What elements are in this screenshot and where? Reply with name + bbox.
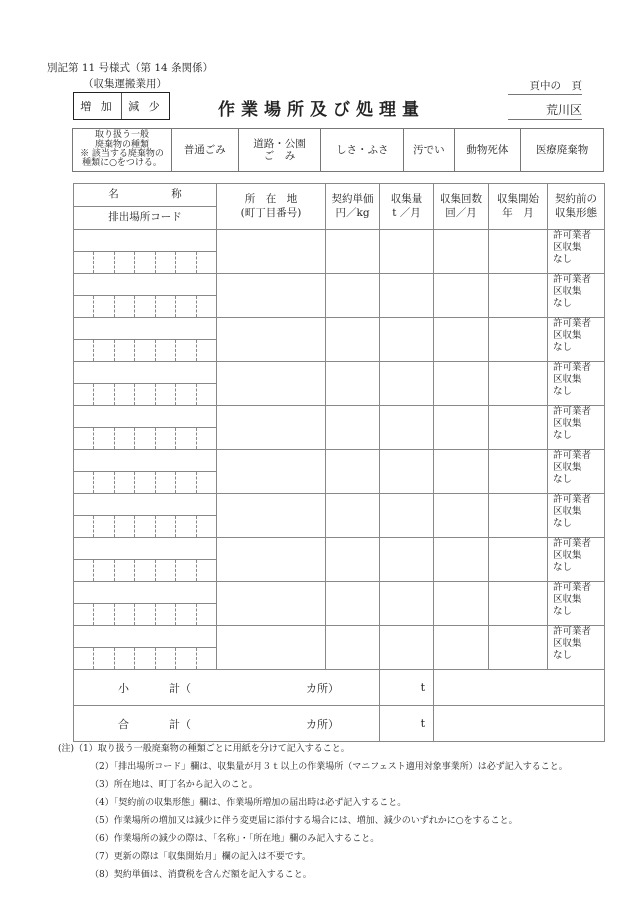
code-digit-box[interactable]: [74, 648, 94, 669]
amount-cell[interactable]: [380, 318, 434, 362]
amount-cell[interactable]: [380, 626, 434, 670]
prev-form-cell[interactable]: 許可業者 区収集 なし: [548, 582, 605, 626]
code-digit-box[interactable]: [156, 384, 176, 405]
table-row: [74, 626, 605, 648]
decrease-option[interactable]: 減 少: [128, 100, 163, 113]
location-cell[interactable]: [217, 230, 326, 274]
location-cell[interactable]: [217, 582, 326, 626]
location-cell[interactable]: [217, 538, 326, 582]
prev-form-cell[interactable]: 許可業者 区収集 なし: [548, 626, 605, 670]
page-number-field[interactable]: 頁中の 頁: [508, 78, 582, 95]
table-row: [74, 318, 605, 340]
code-digit-box[interactable]: [176, 340, 196, 361]
code-cell[interactable]: [74, 340, 217, 362]
table-row: [74, 538, 605, 560]
unit-price-cell[interactable]: [326, 626, 380, 670]
code-digit-box[interactable]: [156, 296, 176, 317]
form-subtitle: （収集運搬業用）: [83, 78, 167, 90]
prev-form-cell[interactable]: 許可業者 区収集 なし: [548, 362, 605, 406]
code-digit-box[interactable]: [176, 384, 196, 405]
prev-form-cell[interactable]: 許可業者 区収集 なし: [548, 538, 605, 582]
frequency-cell[interactable]: [434, 450, 489, 494]
code-digit-box[interactable]: [74, 472, 94, 493]
code-digit-box[interactable]: [115, 252, 135, 273]
code-digit-box[interactable]: [156, 428, 176, 449]
code-digit-box[interactable]: [94, 340, 114, 361]
code-digit-box[interactable]: [94, 560, 114, 581]
code-digit-box[interactable]: [94, 648, 114, 669]
prev-form-cell[interactable]: 許可業者 区収集 なし: [548, 318, 605, 362]
code-digit-box[interactable]: [176, 428, 196, 449]
waste-type-option[interactable]: 普通ごみ: [172, 129, 239, 172]
code-digit-box[interactable]: [74, 560, 94, 581]
code-digit-box[interactable]: [197, 428, 216, 449]
note-item: （8）契約単価は、消費税を含んだ額を記入すること。: [90, 870, 312, 880]
code-digit-box[interactable]: [156, 516, 176, 537]
code-digit-box[interactable]: [197, 648, 216, 669]
code-digit-box[interactable]: [197, 604, 216, 625]
code-digit-box[interactable]: [176, 296, 196, 317]
waste-type-option[interactable]: 動物死体: [454, 129, 521, 172]
waste-type-label: 取り扱う一般 廃棄物の種類 ※ 該当する廃棄物の 種類に○をつける。: [73, 129, 172, 172]
table-row: [74, 450, 605, 472]
frequency-cell[interactable]: [434, 538, 489, 582]
waste-type-option[interactable]: 医療廃棄物: [521, 129, 604, 172]
start-cell[interactable]: [489, 274, 548, 318]
location-cell[interactable]: [217, 494, 326, 538]
unit-price-cell[interactable]: [326, 406, 380, 450]
header-amount: 収集量 t ／月: [380, 184, 434, 230]
location-cell[interactable]: [217, 318, 326, 362]
amount-cell[interactable]: [380, 450, 434, 494]
amount-cell[interactable]: [380, 406, 434, 450]
unit-price-cell[interactable]: [326, 362, 380, 406]
code-cell[interactable]: [74, 472, 217, 494]
name-cell[interactable]: [74, 494, 217, 516]
start-cell[interactable]: [489, 626, 548, 670]
code-digit-box[interactable]: [176, 560, 196, 581]
code-digit-box[interactable]: [176, 516, 196, 537]
code-digit-box[interactable]: [197, 472, 216, 493]
note-item: （4）「契約前の収集形態」欄は、作業場所増加の届出時は必ず記入すること。: [90, 798, 407, 808]
code-cell[interactable]: [74, 428, 217, 450]
code-digit-box[interactable]: [135, 252, 155, 273]
table-row: [74, 406, 605, 428]
name-cell[interactable]: [74, 318, 217, 340]
code-digit-box[interactable]: [135, 516, 155, 537]
amount-cell[interactable]: [380, 230, 434, 274]
start-cell[interactable]: [489, 450, 548, 494]
header-name: 名 称: [74, 184, 217, 207]
start-cell[interactable]: [489, 582, 548, 626]
code-cell[interactable]: [74, 560, 217, 582]
code-digit-box[interactable]: [94, 428, 114, 449]
start-cell[interactable]: [489, 230, 548, 274]
prev-form-cell[interactable]: 許可業者 区収集 なし: [548, 230, 605, 274]
location-cell[interactable]: [217, 450, 326, 494]
code-digit-box[interactable]: [135, 340, 155, 361]
waste-type-table: [72, 128, 604, 172]
name-cell[interactable]: [74, 626, 217, 648]
code-cell[interactable]: [74, 296, 217, 318]
name-cell[interactable]: [74, 230, 217, 252]
notes-section: [58, 740, 568, 884]
total-blank: [434, 706, 605, 742]
table-row: [74, 582, 605, 604]
subtotal-blank: [434, 670, 605, 706]
code-digit-box[interactable]: [176, 604, 196, 625]
code-cell[interactable]: [74, 648, 217, 670]
start-cell[interactable]: [489, 406, 548, 450]
code-digit-box[interactable]: [115, 296, 135, 317]
location-cell[interactable]: [217, 626, 326, 670]
page-title: 作業場所及び処理量: [218, 100, 425, 120]
code-digit-box[interactable]: [135, 296, 155, 317]
prev-form-cell[interactable]: 許可業者 区収集 なし: [548, 274, 605, 318]
frequency-cell[interactable]: [434, 230, 489, 274]
code-digit-box[interactable]: [176, 648, 196, 669]
header-location: 所 在 地 (町丁目番号): [217, 184, 326, 230]
code-digit-box[interactable]: [74, 296, 94, 317]
name-cell[interactable]: [74, 538, 217, 560]
code-digit-box[interactable]: [135, 648, 155, 669]
name-cell[interactable]: [74, 582, 217, 604]
waste-type-option[interactable]: 汚でい: [404, 129, 454, 172]
code-digit-box[interactable]: [74, 428, 94, 449]
unit-price-cell[interactable]: [326, 318, 380, 362]
code-digit-box[interactable]: [94, 296, 114, 317]
code-digit-box[interactable]: [115, 560, 135, 581]
ward-name: 荒川区: [508, 101, 582, 120]
code-digit-box[interactable]: [94, 472, 114, 493]
frequency-cell[interactable]: [434, 626, 489, 670]
code-digit-box[interactable]: [74, 252, 94, 273]
code-digit-box[interactable]: [115, 428, 135, 449]
frequency-cell[interactable]: [434, 582, 489, 626]
code-digit-box[interactable]: [135, 604, 155, 625]
unit-price-cell[interactable]: [326, 450, 380, 494]
frequency-cell[interactable]: [434, 318, 489, 362]
code-digit-box[interactable]: [74, 516, 94, 537]
name-cell[interactable]: [74, 274, 217, 296]
code-digit-box[interactable]: [197, 384, 216, 405]
code-digit-box[interactable]: [156, 604, 176, 625]
location-cell[interactable]: [217, 362, 326, 406]
note-item: （6）作業場所の減少の際は、「名称」・「所在地」欄のみ記入すること。: [90, 834, 380, 844]
code-digit-box[interactable]: [94, 604, 114, 625]
code-digit-box[interactable]: [176, 252, 196, 273]
prev-form-cell[interactable]: 許可業者 区収集 なし: [548, 450, 605, 494]
prev-form-cell[interactable]: 許可業者 区収集 なし: [548, 494, 605, 538]
form-number-label: 別記第 11 号様式（第 14 条関係）: [47, 62, 214, 74]
unit-price-cell[interactable]: [326, 582, 380, 626]
code-digit-box[interactable]: [74, 384, 94, 405]
name-cell[interactable]: [74, 362, 217, 384]
frequency-cell[interactable]: [434, 494, 489, 538]
header-prev-form: 契約前の 収集形態: [548, 184, 605, 230]
code-digit-box[interactable]: [74, 340, 94, 361]
name-cell[interactable]: [74, 450, 217, 472]
frequency-cell[interactable]: [434, 274, 489, 318]
table-row: [74, 362, 605, 384]
code-digit-box[interactable]: [176, 472, 196, 493]
code-digit-box[interactable]: [197, 252, 216, 273]
increase-decrease-box: [73, 92, 170, 120]
code-digit-box[interactable]: [115, 472, 135, 493]
frequency-cell[interactable]: [434, 406, 489, 450]
amount-cell[interactable]: [380, 582, 434, 626]
header-frequency: 収集回数 回／月: [434, 184, 489, 230]
note-item: （2）「排出場所コード」欄は、収集量が月３ｔ以上の作業場所（マニフェスト適用対象事業所）は必ず記入すること。: [90, 762, 568, 772]
table-row: [74, 274, 605, 296]
code-digit-box[interactable]: [156, 340, 176, 361]
amount-cell[interactable]: [380, 494, 434, 538]
subtotal-amount[interactable]: t: [380, 670, 434, 706]
note-item: (注)（1）取り扱う一般廃棄物の種類ごとに用紙を分けて記入すること。: [58, 744, 350, 754]
start-cell[interactable]: [489, 538, 548, 582]
unit-price-cell[interactable]: [326, 274, 380, 318]
code-digit-box[interactable]: [135, 428, 155, 449]
code-digit-box[interactable]: [197, 340, 216, 361]
code-digit-box[interactable]: [94, 252, 114, 273]
code-digit-box[interactable]: [156, 252, 176, 273]
note-item: （5）作業場所の増加又は減少に伴う変更届に添付する場合には、増加、減少のいずれかに○をすること。: [90, 816, 518, 826]
code-digit-box[interactable]: [156, 648, 176, 669]
start-cell[interactable]: [489, 494, 548, 538]
code-digit-box[interactable]: [156, 472, 176, 493]
work-site-table: [73, 183, 605, 742]
name-cell[interactable]: [74, 406, 217, 428]
code-cell[interactable]: [74, 516, 217, 538]
note-item: （7）更新の際は「収集開始月」欄の記入は不要です。: [90, 852, 312, 862]
code-cell[interactable]: [74, 604, 217, 626]
code-digit-box[interactable]: [74, 604, 94, 625]
code-digit-box[interactable]: [135, 472, 155, 493]
subtotal-row: 小 計（ カ所） t: [74, 670, 605, 706]
code-digit-box[interactable]: [156, 560, 176, 581]
code-digit-box[interactable]: [115, 648, 135, 669]
start-cell[interactable]: [489, 318, 548, 362]
header-unit-price: 契約単価 円／kg: [326, 184, 380, 230]
waste-type-option[interactable]: しさ・ふさ: [321, 129, 404, 172]
frequency-cell[interactable]: [434, 362, 489, 406]
amount-cell[interactable]: [380, 362, 434, 406]
code-cell[interactable]: [74, 252, 217, 274]
increase-option[interactable]: 増 加: [74, 93, 122, 119]
code-digit-box[interactable]: [197, 296, 216, 317]
code-digit-box[interactable]: [115, 516, 135, 537]
code-digit-box[interactable]: [197, 560, 216, 581]
amount-cell[interactable]: [380, 538, 434, 582]
code-digit-box[interactable]: [115, 340, 135, 361]
unit-price-cell[interactable]: [326, 230, 380, 274]
table-row: [74, 494, 605, 516]
location-cell[interactable]: [217, 274, 326, 318]
start-cell[interactable]: [489, 362, 548, 406]
total-row: 合 計（ カ所） t: [74, 706, 605, 742]
header-code: 排出場所コード: [74, 207, 217, 230]
code-digit-box[interactable]: [115, 384, 135, 405]
location-cell[interactable]: [217, 406, 326, 450]
header-start: 収集開始 年 月: [489, 184, 548, 230]
code-digit-box[interactable]: [94, 384, 114, 405]
note-item: （3）所在地は、町丁名から記入のこと。: [90, 780, 258, 790]
code-digit-box[interactable]: [197, 516, 216, 537]
code-digit-box[interactable]: [94, 516, 114, 537]
code-digit-box[interactable]: [115, 604, 135, 625]
unit-price-cell[interactable]: [326, 494, 380, 538]
code-digit-box[interactable]: [135, 560, 155, 581]
amount-cell[interactable]: [380, 274, 434, 318]
code-cell[interactable]: [74, 384, 217, 406]
code-digit-box[interactable]: [135, 384, 155, 405]
table-row: [74, 230, 605, 252]
total-amount[interactable]: t: [380, 706, 434, 742]
unit-price-cell[interactable]: [326, 538, 380, 582]
prev-form-cell[interactable]: 許可業者 区収集 なし: [548, 406, 605, 450]
waste-type-option[interactable]: 道路・公園 ご み: [238, 129, 321, 172]
